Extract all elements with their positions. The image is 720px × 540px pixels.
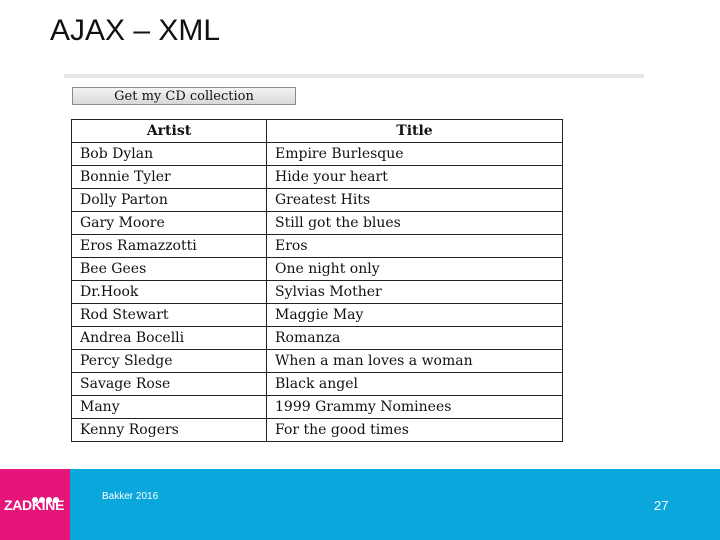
cell-title: Black angel [267,373,563,396]
table-row [72,350,563,373]
header-title: Title [267,120,563,143]
cell-title: Hide your heart [267,166,563,189]
logo-text: ZADKINE [4,497,65,513]
cell-title: One night only [267,258,563,281]
table-row [72,258,563,281]
cell-title: Greatest Hits [267,189,563,212]
cell-artist: Bee Gees [72,258,267,281]
table-row [72,419,563,442]
table-row [72,143,563,166]
cell-title: Romanza [267,327,563,350]
browser-top-border [64,74,644,78]
cell-title: 1999 Grammy Nominees [267,396,563,419]
cell-artist: Kenny Rogers [72,419,267,442]
footer-bar [0,469,720,540]
table-header-row [72,120,563,143]
table-row [72,281,563,304]
slide-title: AJAX – XML [50,14,221,47]
get-cd-collection-button[interactable]: Get my CD collection [72,87,296,105]
header-artist: Artist [72,120,267,143]
table-body [72,143,563,442]
footer-credit: Bakker 2016 [102,491,159,502]
cell-artist: Dolly Parton [72,189,267,212]
table-row [72,189,563,212]
table-row [72,166,563,189]
cell-title: For the good times [267,419,563,442]
table-row [72,304,563,327]
cell-title: Empire Burlesque [267,143,563,166]
table-row [72,235,563,258]
table-row [72,373,563,396]
zadkine-logo [0,469,70,540]
cell-artist: Percy Sledge [72,350,267,373]
table-row [72,212,563,235]
cell-title: Eros [267,235,563,258]
cell-title: When a man loves a woman [267,350,563,373]
page-number: 27 [654,498,669,513]
cell-artist: Dr.Hook [72,281,267,304]
cell-artist: Bonnie Tyler [72,166,267,189]
table-row [72,396,563,419]
cell-artist: Savage Rose [72,373,267,396]
cell-artist: Eros Ramazzotti [72,235,267,258]
cell-title: Still got the blues [267,212,563,235]
cell-title: Maggie May [267,304,563,327]
cd-app-screenshot [64,74,644,450]
table-row [72,327,563,350]
cell-artist: Andrea Bocelli [72,327,267,350]
cell-artist: Gary Moore [72,212,267,235]
cd-table [71,119,563,442]
cell-artist: Bob Dylan [72,143,267,166]
cell-artist: Many [72,396,267,419]
cell-title: Sylvias Mother [267,281,563,304]
cell-artist: Rod Stewart [72,304,267,327]
